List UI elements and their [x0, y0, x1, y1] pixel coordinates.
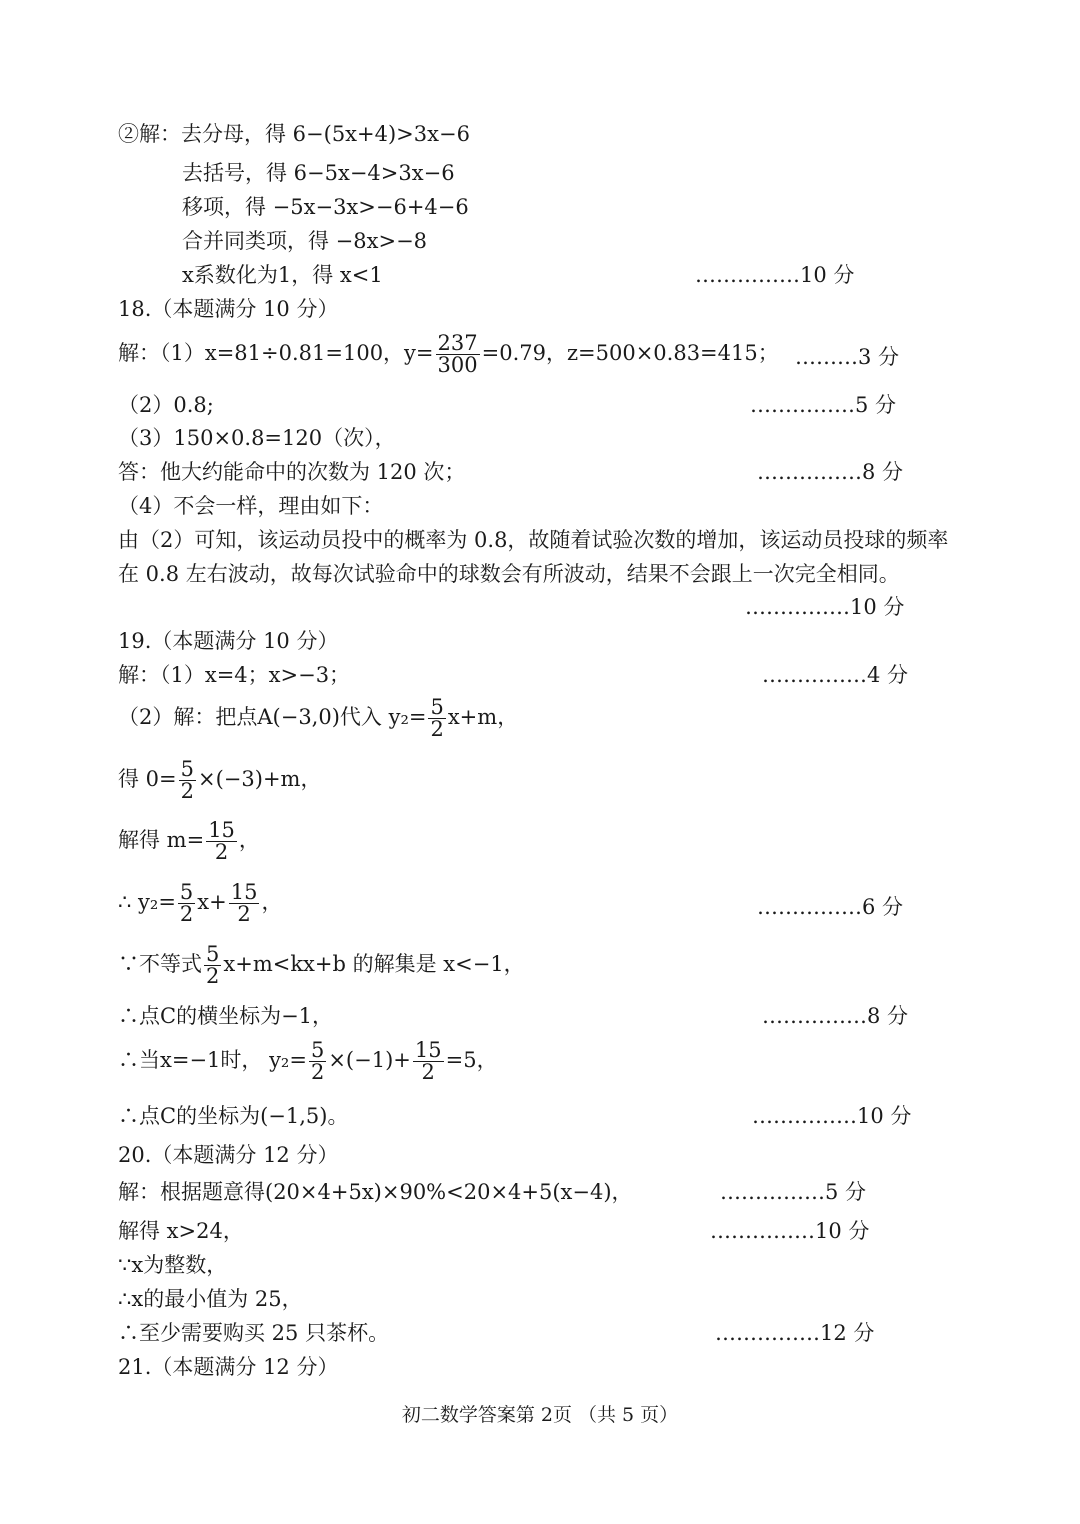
- q19-line-7: ∴点C的横坐标为−1，: [118, 1004, 334, 1028]
- q19-line-6-pre: ∵不等式: [118, 952, 202, 976]
- q19-line-8-pre: ∴当x=−1时， y₂=: [118, 1048, 307, 1072]
- q19-line-2-pre: （2）解：把点A(−3,0)代入 y₂=: [118, 705, 427, 729]
- q20-line-5: ∴至少需要购买 25 只茶杯。: [118, 1321, 390, 1345]
- q20-score-5: ……………12 分: [715, 1321, 875, 1345]
- q18-score-4: ……………8 分: [757, 460, 904, 484]
- fraction-15-2: [413, 1040, 444, 1083]
- fraction-denominator: 2: [430, 717, 444, 741]
- fraction-numerator: 5: [180, 757, 195, 781]
- q19-score-1: ……………4 分: [762, 663, 909, 687]
- q20-score-1: ……………5 分: [720, 1180, 867, 1204]
- fraction-denominator: 2: [421, 1060, 435, 1084]
- q19-line-3-pre: 得 0=: [118, 767, 177, 791]
- q20-line-3: ∵x为整数，: [118, 1253, 228, 1277]
- q19-line-4: [118, 820, 260, 863]
- fraction-15-2: [229, 882, 260, 925]
- q19-line-6-post: x+m<kx+b 的解集是 x<−1，: [223, 952, 525, 976]
- q19-header: 19.（本题满分 10 分）: [118, 629, 339, 653]
- q20-score-2: ……………10 分: [710, 1219, 870, 1243]
- q19-line-6: [118, 944, 525, 987]
- q17-line-4: 合并同类项，得 −8x>−8: [182, 229, 428, 253]
- q18-line-1: [118, 333, 779, 376]
- q19-line-8: [118, 1040, 498, 1083]
- fraction-numerator: 15: [230, 880, 258, 904]
- q18-line-5: （4）不会一样，理由如下：: [118, 494, 384, 518]
- fraction-numerator: 15: [414, 1038, 442, 1062]
- fraction-denominator: 2: [180, 779, 195, 803]
- fraction-numerator: 5: [206, 942, 220, 966]
- fraction-denominator: 300: [437, 353, 478, 377]
- fraction-numerator: 5: [310, 1038, 325, 1062]
- q18-score-1: ………3 分: [795, 345, 900, 369]
- q20-line-4: ∴x的最小值为 25，: [118, 1287, 303, 1311]
- fraction-5-2: [204, 944, 221, 987]
- q19-line-4-pre: 解得 m=: [118, 828, 205, 852]
- q19-line-1: 解：（1）x=4；x>−3；: [118, 663, 351, 687]
- q19-line-5-post: ，: [261, 890, 283, 914]
- q19-line-2: [118, 697, 518, 740]
- fraction-numerator: 15: [208, 818, 235, 842]
- q18-line-2: （2）0.8;: [118, 393, 214, 417]
- q19-line-3-post: ×(−3)+m，: [198, 767, 322, 791]
- fraction-5-2: [178, 882, 195, 925]
- q19-line-8-post: =5，: [445, 1048, 498, 1072]
- q17-score: ……………10 分: [695, 263, 855, 287]
- fraction-denominator: 2: [310, 1060, 325, 1084]
- q18-line-4: 答：他大约能命中的次数为 120 次；: [118, 460, 466, 484]
- q18-line-1-post: =0.79，z=500×0.83=415；: [481, 341, 779, 365]
- q20-header: 20.（本题满分 12 分）: [118, 1143, 339, 1167]
- q18-score-2: ……………5 分: [750, 393, 897, 417]
- q21-header: 21.（本题满分 12 分）: [118, 1355, 339, 1379]
- q18-line-3: （3）150×0.8=120（次），: [118, 426, 396, 450]
- q19-line-9: ∴点C的坐标为(−1,5)。: [118, 1104, 349, 1128]
- fraction-5-2: [309, 1040, 326, 1083]
- fraction-numerator: 5: [430, 695, 444, 719]
- page-footer: 初二数学答案第 2页 （共 5 页）: [401, 1404, 679, 1426]
- q19-score-5: ……………6 分: [757, 895, 904, 919]
- q18-score-7: ……………10 分: [745, 595, 905, 619]
- q19-line-5: [118, 882, 282, 925]
- q17-line-2: 去括号，得 6−5x−4>3x−6: [182, 161, 455, 185]
- q18-line-1-pre: 解：（1）x=81÷0.81=100，y=: [118, 341, 434, 365]
- fraction-15-2: [206, 820, 237, 863]
- q17-line-3: 移项，得 −5x−3x>−6+4−6: [182, 195, 469, 219]
- q19-line-4-post: ，: [238, 828, 260, 852]
- q19-score-9: ……………10 分: [752, 1104, 912, 1128]
- q19-score-7: ……………8 分: [762, 1004, 909, 1028]
- q19-line-2-post: x+m，: [447, 705, 519, 729]
- q19-line-5-mid: x+: [197, 890, 227, 914]
- q20-line-2: 解得 x>24，: [118, 1219, 244, 1243]
- q18-header: 18.（本题满分 10 分）: [118, 297, 339, 321]
- q19-line-8-mid: ×(−1)+: [328, 1048, 411, 1072]
- fraction-5-2: [428, 697, 445, 740]
- fraction-denominator: 2: [237, 902, 251, 926]
- q18-line-7: 在 0.8 左右波动，故每次试验命中的球数会有所波动，结果不会跟上一次完全相同。: [118, 562, 900, 586]
- fraction-denominator: 2: [206, 964, 220, 988]
- q20-line-1: 解：根据题意得(20×4+5x)×90%<20×4+5(x−4)，: [118, 1180, 633, 1204]
- q17-line-1: ②解：去分母，得 6−(5x+4)>3x−6: [118, 122, 470, 146]
- q19-line-3: [118, 759, 321, 802]
- fraction-denominator: 2: [214, 840, 229, 864]
- q17-line-5: x系数化为1，得 x<1: [182, 263, 383, 287]
- q18-line-6: 由（2）可知，该运动员投中的概率为 0.8，故随着试验次数的增加，该运动员投球的频率: [118, 528, 949, 552]
- q19-line-5-pre: ∴ y₂=: [118, 890, 176, 914]
- fraction-numerator: 237: [437, 331, 478, 355]
- fraction-5-2: [179, 759, 196, 802]
- fraction-237-300: [436, 333, 480, 376]
- fraction-denominator: 2: [179, 902, 194, 926]
- fraction-numerator: 5: [179, 880, 194, 904]
